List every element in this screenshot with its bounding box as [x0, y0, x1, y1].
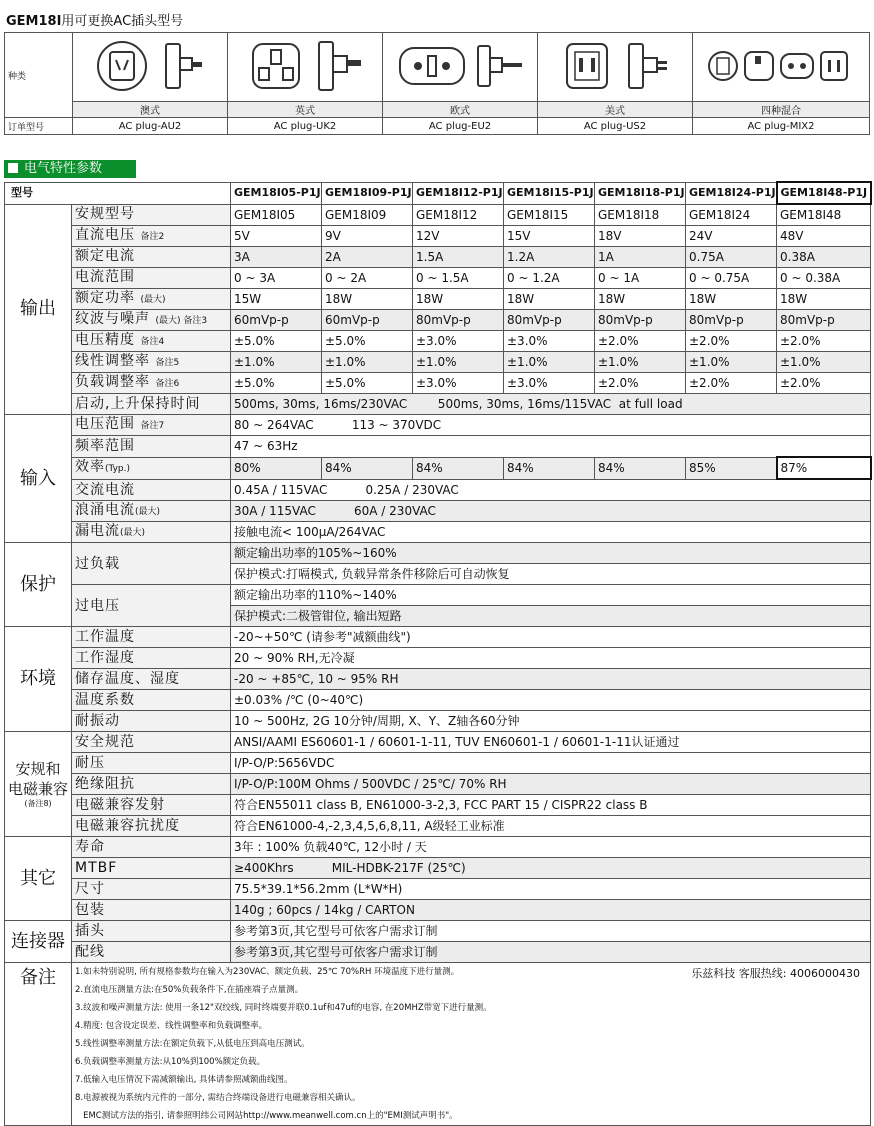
row-label: 漏电流(最大) [72, 522, 231, 543]
row-label: 工作温度 [72, 627, 231, 648]
plug-uk-image [228, 33, 383, 102]
note-line: 5.线性调整率测量方法:在额定负载下,从低电压到高电压测试。 [75, 1039, 310, 1049]
row-label: 寿命 [72, 837, 231, 858]
cell: 18V [595, 226, 686, 247]
cell: 80mVp-p [595, 310, 686, 331]
cell: 80mVp-p [686, 310, 777, 331]
cell: ±1.0% [686, 352, 777, 373]
model-header: GEM18I48-P1J [777, 182, 871, 204]
row-label: 启动,上升保持时间 [72, 394, 231, 415]
cell: 60mVp-p [231, 310, 322, 331]
env-value: ±0.03% /℃ (0~40℃) [231, 690, 871, 711]
cell: 18W [595, 289, 686, 310]
row-label: 储存温度、湿度 [72, 669, 231, 690]
cell: 84% [504, 457, 595, 479]
note-line: 4.精度: 包含设定误差、线性调整率和负载调整率。 [75, 1021, 268, 1031]
cell: 3A [231, 247, 322, 268]
notes-cell [72, 963, 871, 1126]
cell: 60mVp-p [322, 310, 413, 331]
group-input: 输入 [5, 415, 72, 543]
model-header: GEM18I24-P1J [686, 182, 777, 204]
plug-name: 欧式 [383, 102, 538, 118]
row-label: 工作湿度 [72, 648, 231, 669]
row-label: 绝缘阻抗 [72, 774, 231, 795]
cell: 0 ~ 1.5A [413, 268, 504, 289]
cell: 84% [322, 457, 413, 479]
note-line: EMC测试方法的指引, 请参照明纬公司网站http://www.meanwell.com.cn上的"EMI测试声明书"。 [75, 1111, 458, 1121]
section-title: 电气特性参数 [4, 160, 136, 178]
us-plug-icon [545, 36, 685, 96]
ovp-line1: 额定输出功率的110%~140% [231, 585, 871, 606]
row-label: 负载调整率 备注6 [72, 373, 231, 394]
plug-table [4, 32, 870, 135]
row-label: 耐振动 [72, 711, 231, 732]
cell: 18W [322, 289, 413, 310]
cell: ±3.0% [413, 373, 504, 394]
ovp-line2: 保护模式:二极管钳位, 输出短路 [231, 606, 871, 627]
safety-value: I/P-O/P:5656VDC [231, 753, 871, 774]
cell: 80mVp-p [504, 310, 595, 331]
cell: 5V [231, 226, 322, 247]
note-line: 2.直流电压测量方法:在50%负载条件下,在插座端子点量测。 [75, 985, 304, 995]
overload-line2: 保护模式:打嗝模式, 负载异常条件移除后可自动恢复 [231, 564, 871, 585]
cell: ±2.0% [595, 331, 686, 352]
group-protection: 保护 [5, 543, 72, 627]
cell: ±1.0% [322, 352, 413, 373]
cell: 24V [686, 226, 777, 247]
connector-value: 参考第3页,其它型号可依客户需求订制 [231, 921, 871, 942]
row-label: 尺寸 [72, 879, 231, 900]
group-other: 其它 [5, 837, 72, 921]
row-label: 直流电压 备注2 [72, 226, 231, 247]
cell: 18W [504, 289, 595, 310]
cell: ±5.0% [231, 331, 322, 352]
safety-value: 符合EN55011 class B, EN61000-3-2,3, FCC PART 15 / CISPR22 class B [231, 795, 871, 816]
env-value: 20 ~ 90% RH,无冷凝 [231, 648, 871, 669]
uk-plug-icon [235, 36, 375, 96]
cell: 9V [322, 226, 413, 247]
cell: 80mVp-p [777, 310, 871, 331]
cell: ±2.0% [777, 373, 871, 394]
row-label: 包装 [72, 900, 231, 921]
cell: 18W [686, 289, 777, 310]
safety-value: 符合EN61000-4,-2,3,4,5,6,8,11, A级轻工业标准 [231, 816, 871, 837]
cell: 84% [595, 457, 686, 479]
cell: ±2.0% [777, 331, 871, 352]
frequency-value: 47 ~ 63Hz [231, 436, 871, 458]
cell: GEM18I18 [595, 204, 686, 226]
cell: GEM18I05 [231, 204, 322, 226]
cell: GEM18I24 [686, 204, 777, 226]
env-value: 10 ~ 500Hz, 2G 10分钟/周期, X、Y、Z轴各60分钟 [231, 711, 871, 732]
row-label: 浪涌电流(最大) [72, 501, 231, 522]
cell: ±1.0% [231, 352, 322, 373]
cell: 0 ~ 3A [231, 268, 322, 289]
note-line: 8.电源被视为系统内元件的一部分, 需结合终端设备进行电磁兼容相关确认。 [75, 1093, 361, 1103]
other-value: 140g ; 60pcs / 14kg / CARTON [231, 900, 871, 921]
row-label: 纹波与噪声 (最大) 备注3 [72, 310, 231, 331]
row-label: 电磁兼容发射 [72, 795, 231, 816]
cell: 48V [777, 226, 871, 247]
cell: 18W [777, 289, 871, 310]
row-label: 额定功率 (最大) [72, 289, 231, 310]
cell: 15W [231, 289, 322, 310]
ac-current-value: 0.45A / 115VAC 0.25A / 230VAC [231, 479, 871, 501]
safety-value: I/P-O/P:100M Ohms / 500VDC / 25℃/ 70% RH [231, 774, 871, 795]
cell: ±5.0% [322, 373, 413, 394]
model-header: GEM18I12-P1J [413, 182, 504, 204]
input-voltage-value: 80 ~ 264VAC 113 ~ 370VDC [231, 415, 871, 436]
row-label: 安规型号 [72, 204, 231, 226]
startup-value: 500ms, 30ms, 16ms/230VAC 500ms, 30ms, 16ms/115VAC at full load [231, 394, 871, 415]
safety-value: ANSI/AAMI ES60601-1 / 60601-1-11, TUV EN60601-1 / 60601-1-11认证通过 [231, 732, 871, 753]
group-notes: 备注 [5, 963, 72, 1126]
eu-plug-icon [390, 36, 530, 96]
model-label: 型号 [5, 182, 231, 204]
cell: ±1.0% [595, 352, 686, 373]
model-header: GEM18I18-P1J [595, 182, 686, 204]
cell: 84% [413, 457, 504, 479]
row-label: 额定电流 [72, 247, 231, 268]
row-label: 插头 [72, 921, 231, 942]
plug-code: AC plug-AU2 [73, 118, 228, 135]
cell: ±2.0% [595, 373, 686, 394]
row-label: 过电压 [72, 585, 231, 627]
group-environment: 环境 [5, 627, 72, 732]
row-label: 线性调整率 备注5 [72, 352, 231, 373]
row-label: 耐压 [72, 753, 231, 774]
title-subtitle: 用可更换AC插头型号 [61, 14, 184, 29]
cell: 80% [231, 457, 322, 479]
cell: 1.5A [413, 247, 504, 268]
cell: ±5.0% [322, 331, 413, 352]
cell: GEM18I48 [777, 204, 871, 226]
plug-code: AC plug-US2 [538, 118, 693, 135]
cell: 1A [595, 247, 686, 268]
order-number-label: 订单型号 [5, 118, 73, 135]
cell: ±2.0% [686, 331, 777, 352]
square-icon [8, 163, 18, 173]
hotline: 乐兹科技 客服热线: 4006000430 [691, 967, 860, 980]
plug-code: AC plug-EU2 [383, 118, 538, 135]
cell: GEM18I15 [504, 204, 595, 226]
row-label: 交流电流 [72, 479, 231, 501]
cell: 18W [413, 289, 504, 310]
row-label: 效率(Typ.) [72, 457, 231, 479]
cell: 85% [686, 457, 777, 479]
cell: 0.38A [777, 247, 871, 268]
row-label: 电流范围 [72, 268, 231, 289]
connector-value: 参考第3页,其它型号可依客户需求订制 [231, 942, 871, 963]
cell: 0.75A [686, 247, 777, 268]
model-family: GEM18I [6, 14, 62, 29]
cell: ±1.0% [413, 352, 504, 373]
row-label: 温度系数 [72, 690, 231, 711]
cell: 0 ~ 0.38A [777, 268, 871, 289]
plug-name: 四种混合 [693, 102, 870, 118]
spec-table [4, 181, 872, 1126]
cell: 0 ~ 1.2A [504, 268, 595, 289]
row-label: 电磁兼容抗扰度 [72, 816, 231, 837]
model-header: GEM18I09-P1J [322, 182, 413, 204]
plug-name: 英式 [228, 102, 383, 118]
row-label: 安全规范 [72, 732, 231, 753]
plug-au-image [73, 33, 228, 102]
note-line: 3.纹波和噪声测量方法: 使用一条12"双绞线, 同时终端要并联0.1uf和47uf的电容, 在20MHZ带宽下进行量测。 [75, 1003, 492, 1013]
cell: 1.2A [504, 247, 595, 268]
cell: 0 ~ 2A [322, 268, 413, 289]
cell: GEM18I12 [413, 204, 504, 226]
cell: 12V [413, 226, 504, 247]
env-value: -20~+50℃ (请参考"减额曲线") [231, 627, 871, 648]
au-plug-icon [80, 36, 220, 96]
note-line: 1.如未特别说明, 所有规格参数均在输入为230VAC、额定负载、25℃ 70%RH 环境温度下进行量测。 [75, 967, 460, 977]
cell: ±1.0% [777, 352, 871, 373]
cell: 2A [322, 247, 413, 268]
overload-line1: 额定输出功率的105%~160% [231, 543, 871, 564]
row-label: 电压精度 备注4 [72, 331, 231, 352]
model-header: GEM18I15-P1J [504, 182, 595, 204]
plug-name: 美式 [538, 102, 693, 118]
row-label: MTBF [72, 858, 231, 879]
note-line: 7.低输入电压情况下需减额输出, 具体请参照减额曲线图。 [75, 1075, 293, 1085]
plug-us-image [538, 33, 693, 102]
group-connector: 连接器 [5, 921, 72, 963]
mix-plug-icon [701, 36, 861, 96]
plug-mix-image [693, 33, 870, 102]
row-label: 过负载 [72, 543, 231, 585]
cell: 80mVp-p [413, 310, 504, 331]
plug-type-label: 种类 [5, 33, 73, 118]
cell: 15V [504, 226, 595, 247]
cell: ±1.0% [504, 352, 595, 373]
cell: 0 ~ 1A [595, 268, 686, 289]
plug-eu-image [383, 33, 538, 102]
plug-code: AC plug-MIX2 [693, 118, 870, 135]
row-label: 频率范围 [72, 436, 231, 458]
cell: 87% [777, 457, 871, 479]
other-value: 75.5*39.1*56.2mm (L*W*H) [231, 879, 871, 900]
cell: ±2.0% [686, 373, 777, 394]
cell: 0 ~ 0.75A [686, 268, 777, 289]
plug-name: 澳式 [73, 102, 228, 118]
note-line: 6.负载调整率测量方法:从10%到100%额定负载。 [75, 1057, 266, 1067]
leakage-value: 接触电流< 100μA/264VAC [231, 522, 871, 543]
other-value: 3年 : 100% 负载40℃, 12小时 / 天 [231, 837, 871, 858]
model-header: GEM18I05-P1J [231, 182, 322, 204]
cell: ±5.0% [231, 373, 322, 394]
cell: ±3.0% [504, 331, 595, 352]
row-label: 电压范围 备注7 [72, 415, 231, 436]
cell: ±3.0% [504, 373, 595, 394]
row-label: 配线 [72, 942, 231, 963]
other-value: ≥400Khrs MIL-HDBK-217F (25℃) [231, 858, 871, 879]
group-safety: 安规和 电磁兼容 (备注8) [5, 732, 72, 837]
env-value: -20 ~ +85℃, 10 ~ 95% RH [231, 669, 871, 690]
plug-code: AC plug-UK2 [228, 118, 383, 135]
cell: GEM18I09 [322, 204, 413, 226]
inrush-value: 30A / 115VAC 60A / 230VAC [231, 501, 871, 522]
group-output: 输出 [5, 204, 72, 415]
page-title [6, 10, 183, 29]
cell: ±3.0% [413, 331, 504, 352]
